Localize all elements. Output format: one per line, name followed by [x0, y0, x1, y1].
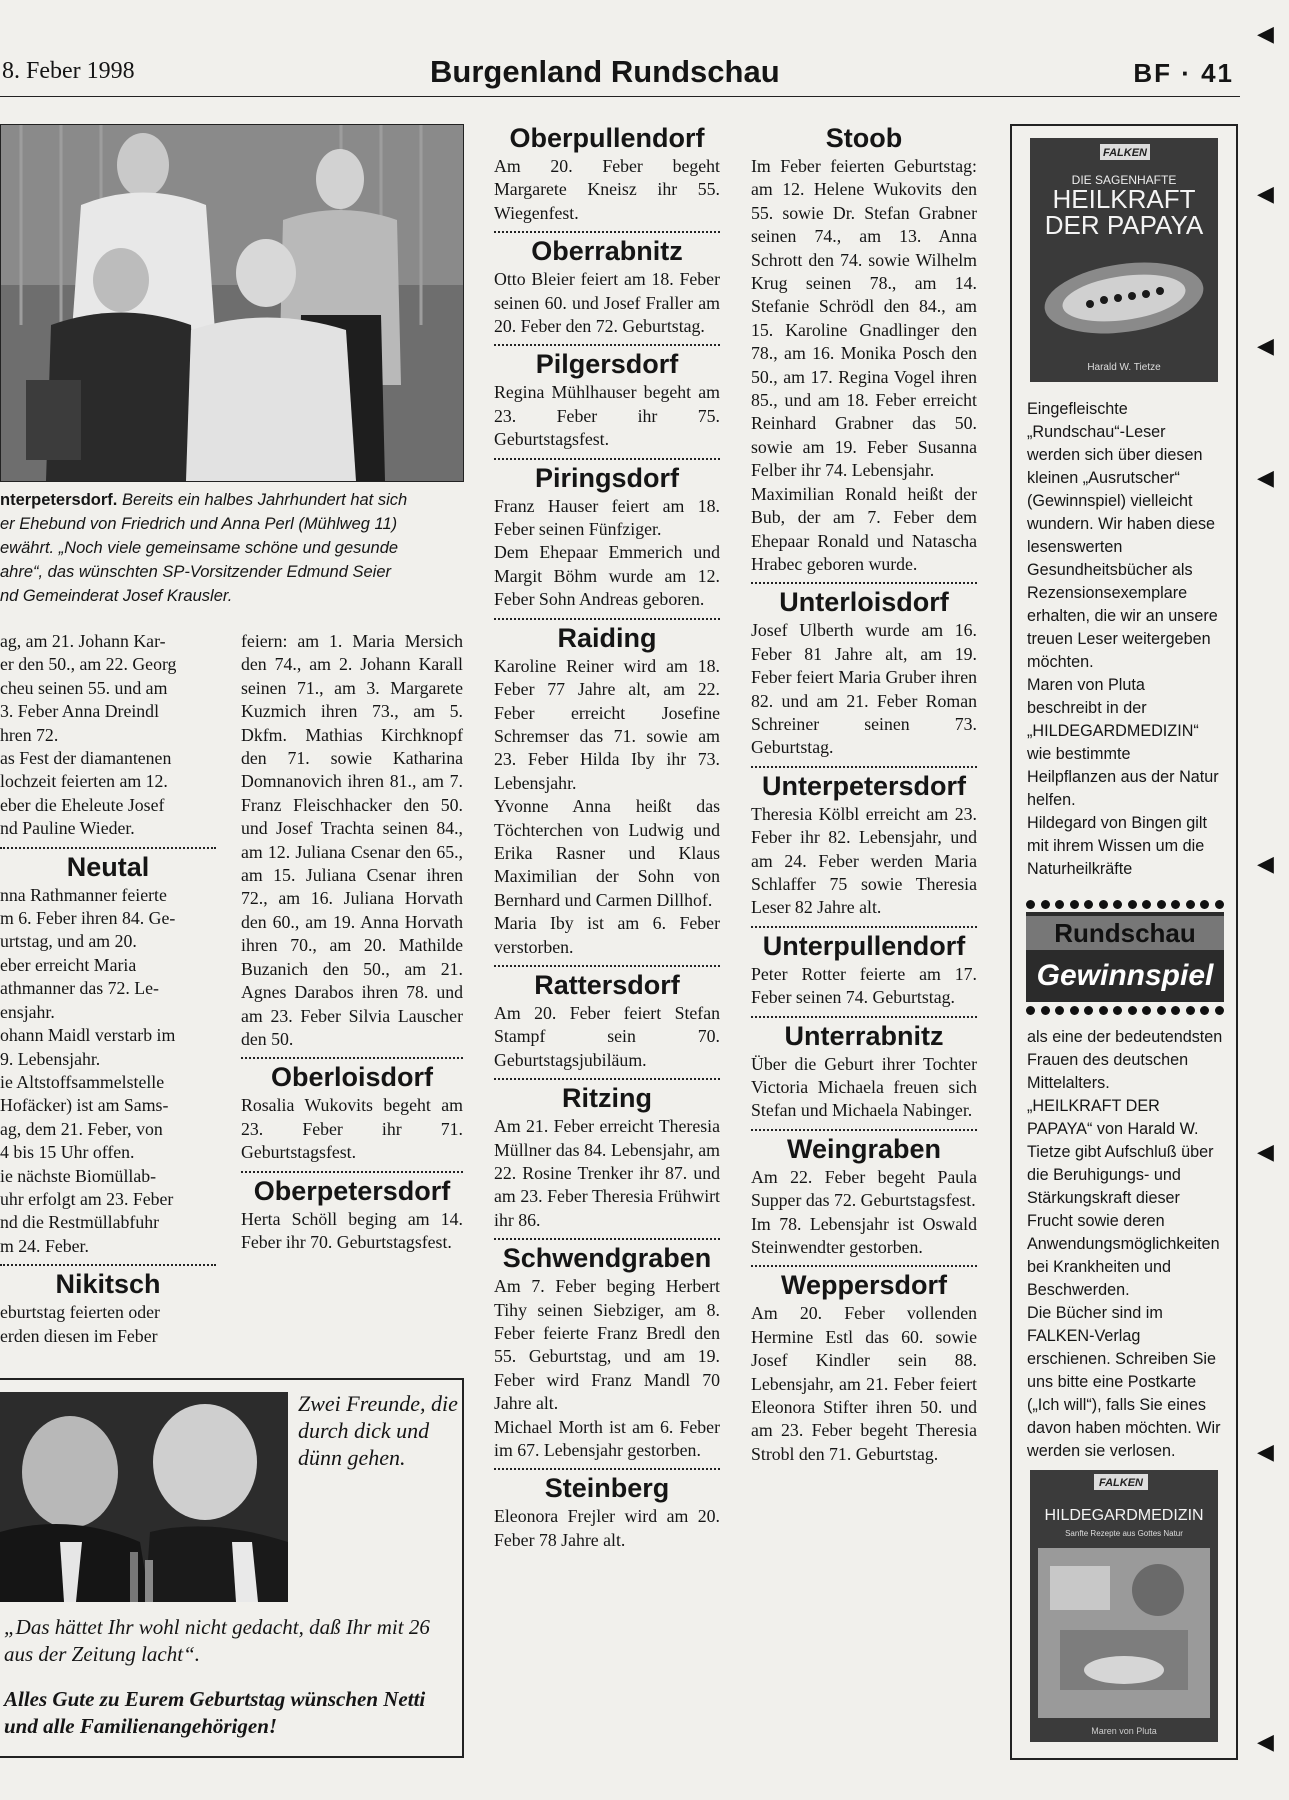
- issue-date: 8. Feber 1998: [2, 58, 135, 84]
- book-cover-hildegard: [1030, 1470, 1218, 1742]
- book1-publisher: FALKEN: [1103, 147, 1147, 159]
- article-line: ensjahr.: [0, 1001, 55, 1022]
- article-line: cheu seinen 55. und am: [0, 677, 168, 698]
- bead-dot: [1084, 900, 1093, 909]
- book2-title: HILDEGARDMEDIZIN: [1044, 1507, 1204, 1524]
- book2-subtitle: Sanfte Rezepte aus Gottes Natur: [1065, 1529, 1183, 1538]
- article-line: nna Rathmanner feierte: [0, 884, 167, 905]
- section-heading: Unterpullendorf: [762, 930, 966, 961]
- article-line: eburtstag feierten oder: [0, 1302, 160, 1323]
- arrow-marker-icon: ◀: [1257, 466, 1274, 491]
- section-heading: Steinberg: [544, 1473, 670, 1504]
- news-section: [751, 926, 977, 1010]
- news-section: [751, 1265, 977, 1466]
- article-line: Hofäcker) ist am Sams-: [0, 1095, 169, 1116]
- article-paragraph: Yvonne Anna heißt das Töchterchen von Ludwig und Erika Rasner und Klaus Maximilian der Sohn von Bernhard und Carmen Dillhof.: [494, 796, 720, 910]
- news-section: [751, 766, 977, 920]
- article-paragraph: Dem Ehepaar Emmerich und Margit Böhm wurde am 12. Feber Sohn Andreas geboren.: [494, 542, 720, 610]
- bead-dot: [1142, 900, 1151, 909]
- article-paragraph: Im 78. Lebensjahr ist Oswald Steinwendter gestorben.: [751, 1213, 977, 1258]
- newspaper-title: Burgenland Rundschau: [430, 54, 780, 89]
- bead-dot: [1055, 900, 1064, 909]
- article-line: 3. Feber Anna Dreindl: [0, 701, 160, 722]
- article-paragraph: Michael Morth ist am 6. Feber im 67. Lebensjahr gestorben.: [494, 1416, 720, 1461]
- bead-dot: [1215, 900, 1224, 909]
- bead-dot: [1142, 1006, 1151, 1015]
- article-line: 9. Lebensjahr.: [0, 1048, 101, 1069]
- article-paragraph: Am 21. Feber erreicht Theresia Müllner das 84. Lebensjahr, am 22. Rosine Trenker ihr 87. und am 23. Feber Theresia Frühwirt ihr 86.: [494, 1116, 720, 1230]
- section-heading: Weingraben: [786, 1133, 942, 1164]
- bead-divider: [1026, 1006, 1224, 1016]
- bead-dot: [1128, 1006, 1137, 1015]
- arrow-marker-icon: ◀: [1257, 1440, 1274, 1465]
- article-line: ohann Maidl verstarb im: [0, 1025, 176, 1046]
- photo-caption: nterpetersdorf. Bereits ein halbes Jahrhundert hat sich er Ehebund von Friedrich und Anna Perl (Mühlweg 11) ewährt. „Noch viele gemeinsame schöne und gesunde ahre“, das wünschten SP-Vorsitzender Edmund Seier nd Gemeinderat Josef Krausler.: [0, 491, 408, 605]
- column-1: [0, 630, 216, 1360]
- article-line: hren 72.: [0, 724, 59, 745]
- news-section: [241, 1171, 463, 1255]
- news-section: [494, 458, 720, 612]
- section-heading: Unterrabnitz: [784, 1020, 944, 1051]
- rundschau-gewinnspiel-logo: Rundschau Gewinnspiel: [1026, 912, 1224, 1002]
- article-paragraph: Franz Hauser feiert am 18. Feber seinen Fünfziger.: [494, 495, 720, 540]
- section-heading: Oberpetersdorf: [253, 1175, 451, 1206]
- article-paragraph: Eleonora Frejler wird am 20. Feber 78 Jahre alt.: [494, 1506, 720, 1550]
- article-paragraph: Rosalia Wukovits begeht am 23. Feber ihr 71. Geburtstagsfest.: [241, 1095, 463, 1163]
- article-line: nd Pauline Wieder.: [0, 818, 135, 839]
- bead-dot: [1055, 1006, 1064, 1015]
- section-heading: Pilgersdorf: [535, 349, 679, 380]
- bead-dot: [1026, 1006, 1035, 1015]
- section-heading: Raiding: [557, 622, 657, 653]
- section-heading: Unterpetersdorf: [761, 770, 967, 801]
- book-contest-sidebar: [1010, 124, 1238, 1760]
- news-section: [494, 1468, 720, 1552]
- bead-dot: [1171, 1006, 1180, 1015]
- news-section: [751, 1016, 977, 1123]
- article-line: er den 50., am 22. Georg: [0, 654, 177, 675]
- sidebar-details: als eine der bedeutendsten Frauen des deutschen Mittelalters. „HEILKRAFT DER PAPAYA“ von Harald W. Tietze gibt Aufschluß über die Beruhigungs- und Stärkungskraft dieser Frucht sowie deren Anwendungsmöglichkeiten bei Krankheiten und Beschwerden. Die Bücher sind im FALKEN-Verlag erschienen. Schreiben Sie uns bitte eine Postkarte („Ich will“), falls Sie eines davon haben möchten. Wir werden sie verlosen.: [1027, 1028, 1223, 1460]
- section-heading: Neutal: [66, 851, 150, 882]
- page-header: [0, 52, 1240, 97]
- article-line: lochzeit feierten am 12.: [0, 771, 168, 792]
- book1-title-line2: DER PAPAYA: [1044, 210, 1204, 240]
- article-paragraph: Josef Ulberth wurde am 16. Feber 81 Jahre alt, am 19. Feber feiert Maria Gruber ihren 82. und am 21. Feber Roman Schreiner seinen 73. Geburtstag.: [751, 620, 977, 758]
- bead-dot: [1186, 1006, 1195, 1015]
- arrow-marker-icon: ◀: [1257, 1730, 1274, 1755]
- column-3: [494, 122, 720, 1554]
- bead-dot: [1157, 1006, 1166, 1015]
- section-heading: Unterloisdorf: [779, 587, 949, 618]
- section-heading: Piringsdorf: [534, 462, 679, 493]
- article-line: ie nächste Biomüllab-: [0, 1165, 157, 1186]
- bead-dot: [1084, 1006, 1093, 1015]
- book2-publisher: FALKEN: [1099, 1477, 1143, 1489]
- book1-author: Harald W. Tietze: [1087, 362, 1161, 373]
- bead-dot: [1186, 900, 1195, 909]
- arrow-marker-icon: ◀: [1257, 22, 1274, 47]
- bead-dot: [1128, 900, 1137, 909]
- article-paragraph: Am 20. Feber vollenden Hermine Estl das 60. sowie Josef Kindler sein 88. Lebensjahr, am 21. Feber feiert Eleonora Stifter ihren 50. und am 23. Feber begeht Theresia Strobl den 71. Geburtstag.: [751, 1303, 977, 1464]
- bead-dot: [1200, 900, 1209, 909]
- bead-dot: [1200, 1006, 1209, 1015]
- article-paragraph: Am 20. Feber feiert Stefan Stampf sein 70. Geburtstagsjubiläum.: [494, 1002, 720, 1070]
- column-2: [241, 630, 463, 1256]
- friends-photo: [0, 1392, 288, 1602]
- article-paragraph: Über die Geburt ihrer Tochter Victoria Michaela freuen sich Stefan und Michaela Nabinger.: [751, 1053, 977, 1121]
- book2-author: Maren von Pluta: [1091, 1726, 1157, 1736]
- article-paragraph: Otto Bleier feiert am 18. Feber seinen 60. und Josef Fraller am 20. Feber den 72. Geburtstag.: [494, 269, 720, 337]
- arrow-marker-icon: ◀: [1257, 852, 1274, 877]
- bead-dot: [1099, 900, 1108, 909]
- arrow-marker-icon: ◀: [1257, 1140, 1274, 1165]
- news-section: [241, 1057, 463, 1164]
- bead-dot: [1113, 900, 1122, 909]
- book-cover-papaya: [1030, 138, 1218, 382]
- section-heading: Stoob: [825, 123, 903, 153]
- article-line: urtstag, und am 20.: [0, 931, 137, 952]
- article-line: athmanner das 72. Le-: [0, 978, 159, 999]
- news-section: [494, 1078, 720, 1232]
- article-line: m 6. Feber ihren 84. Ge-: [0, 908, 176, 929]
- article-paragraph: Am 22. Feber begeht Paula Supper das 72. Geburtstagsfest.: [751, 1166, 977, 1211]
- section-heading: Oberloisdorf: [270, 1062, 433, 1093]
- article-paragraph: Theresia Kölbl erreicht am 23. Feber ihr 82. Lebensjahr, und am 24. Feber werden Maria Schlaffer 75 sowie Theresia Leser 82 Jahre alt.: [751, 803, 977, 918]
- news-section: [751, 582, 977, 759]
- arrow-marker-icon: ◀: [1257, 334, 1274, 359]
- birthday-quote: „Das hättet Ihr wohl nicht gedacht, daß Ihr mit 26 aus der Zeitung lacht“.: [4, 1615, 430, 1666]
- section-heading: Oberrabnitz: [531, 236, 683, 267]
- news-section: [494, 231, 720, 338]
- friends-caption: Zwei Freunde, die durch dick und dünn gehen.: [298, 1391, 458, 1470]
- article-line: eber die Eheleute Josef: [0, 794, 165, 815]
- book1-title-line1: HEILKRAFT: [1052, 184, 1196, 214]
- article-line: erden diesen im Feber: [0, 1325, 158, 1346]
- bead-dot: [1041, 1006, 1050, 1015]
- article-paragraph: Am 20. Feber begeht Margarete Kneisz ihr 55. Wiegenfest.: [494, 156, 720, 223]
- article-paragraph: Am 7. Feber beging Herbert Tihy seinen Siebziger, am 8. Feber feierte Franz Bredl den 55. Geburtstag, und am 19. Feber wird Franz Mandl 70 Jahre alt.: [494, 1276, 720, 1414]
- article-paragraph: Herta Schöll beging am 14. Feber ihr 70. Geburtstagsfest.: [241, 1208, 463, 1252]
- article-paragraph: Peter Rotter feierte am 17. Feber seinen 74. Geburtstag.: [751, 963, 977, 1008]
- news-section: [494, 344, 720, 451]
- birthday-greeting: Alles Gute zu Eurem Geburtstag wünschen Netti und alle Familienangehörigen!: [4, 1687, 426, 1738]
- article-paragraph: Maria Iby ist am 6. Feber verstorben.: [494, 913, 720, 957]
- bead-dot: [1113, 1006, 1122, 1015]
- bead-dot: [1157, 900, 1166, 909]
- bead-dot: [1099, 1006, 1108, 1015]
- article-line: ag, dem 21. Feber, von: [0, 1118, 163, 1139]
- article-paragraph: Regina Mühlhauser begeht am 23. Feber ihr 75. Geburtstagsfest.: [494, 382, 720, 450]
- page-number: BF · 41: [1133, 58, 1234, 88]
- section-heading: Oberpullendorf: [509, 123, 705, 153]
- book1-pretitle: DIE SAGENHAFTE: [1071, 173, 1177, 187]
- news-section: [494, 618, 720, 959]
- bead-dot: [1215, 1006, 1224, 1015]
- article-line: eber erreicht Maria: [0, 954, 137, 975]
- section-heading: Ritzing: [562, 1083, 652, 1114]
- section-heading: Nikitsch: [55, 1269, 161, 1300]
- article-paragraph: Im Feber feierten Geburtstag: am 12. Helene Wukovits den 55. sowie Dr. Stefan Grabner seinen 74., am 13. Anna Schrott den 74. sowie Wilhelm Krug seinen 78., am 14. Stefanie Schrödl den 84., am 15. Karoline Gnadlinger den 78., am 16. Monika Posch den 50., am 17. Regina Vogel ihren 85., und am 18. Feber erreicht Reinhard Grabner das 50. sowie am 19. Feber Susanna Felber ihr 74. Lebensjahr.: [751, 156, 977, 481]
- news-section: [494, 122, 720, 225]
- bead-divider: [1026, 900, 1224, 910]
- article-line: as Fest der diamantenen: [0, 748, 172, 769]
- article-line: ag, am 21. Johann Kar-: [0, 631, 166, 651]
- arrow-marker-icon: ◀: [1257, 182, 1274, 207]
- news-section: [494, 965, 720, 1072]
- bead-dot: [1070, 900, 1079, 909]
- section-heading: Rattersdorf: [534, 969, 680, 1000]
- article-paragraph: Maximilian Ronald heißt der Bub, der am 7. Feber dem Ehepaar Ronald und Natascha Hrabec geboren wurde.: [751, 483, 977, 574]
- news-section: [751, 122, 977, 576]
- sidebar-intro: Eingefleischte „Rundschau“-Leser werden sich über diesen kleinen „Ausrutscher“ (Gewinnspiel) vielleicht wundern. Wir haben diese lesenswerten Gesundheitsbücher als Rezensionsexemplare erhalten, die wir an unsere treuen Leser weitergeben möchten. Maren von Pluta beschreibt in der „HILDEGARDMEDIZIN“ wie bestimmte Heilpflanzen aus der Natur helfen. Hildegard von Bingen gilt mit ihrem Wissen um die Naturheilkräfte: [1027, 400, 1219, 878]
- article-paragraph: feiern: am 1. Maria Mersich den 74., am 2. Johann Karall seinen 71., am 3. Margarete Kuzmich ihren 73., am 5. Dkfm. Mathias Kirchknopf den 71. sowie Katharina Domnanovich ihren 81., am 7. Franz Fleischhacker den 50. und Josef Trachta seinen 84., am 12. Juliana Csenar den 65., am 15. Juliana Csenar ihren 72., am 16. Juliana Horvath den 60., am 19. Anna Horvath ihren 70., am 20. Mathilde Buzanich den 50., am 21. Agnes Darabos ihren 78. und am 23. Feber Silvia Lauscher den 50.: [241, 631, 463, 1049]
- news-section: [494, 1238, 720, 1462]
- section-heading: Schwendgraben: [502, 1243, 712, 1274]
- article-line: uhr erfolgt am 23. Feber: [0, 1188, 174, 1209]
- caption-place: nterpetersdorf.: [0, 491, 118, 509]
- bead-dot: [1041, 900, 1050, 909]
- bead-dot: [1171, 900, 1180, 909]
- couple-photo: [0, 124, 464, 482]
- bead-dot: [1026, 900, 1035, 909]
- birthday-greeting-box: [0, 1378, 464, 1758]
- bead-dot: [1070, 1006, 1079, 1015]
- article-line: nd die Restmüllabfuhr: [0, 1212, 160, 1233]
- article-paragraph: Karoline Reiner wird am 18. Feber 77 Jahre alt, am 22. Feber erreicht Josefine Schremser das 71. sowie am 23. Feber Hilda Iby ihr 73. Lebensjahr.: [494, 655, 720, 793]
- article-line: ie Altstoffsammelstelle: [0, 1071, 165, 1092]
- column-4: [751, 122, 977, 1468]
- section-heading: Weppersdorf: [780, 1270, 948, 1301]
- article-line: 4 bis 15 Uhr offen.: [0, 1142, 135, 1163]
- news-section: [751, 1129, 977, 1260]
- article-line: m 24. Feber.: [0, 1235, 89, 1256]
